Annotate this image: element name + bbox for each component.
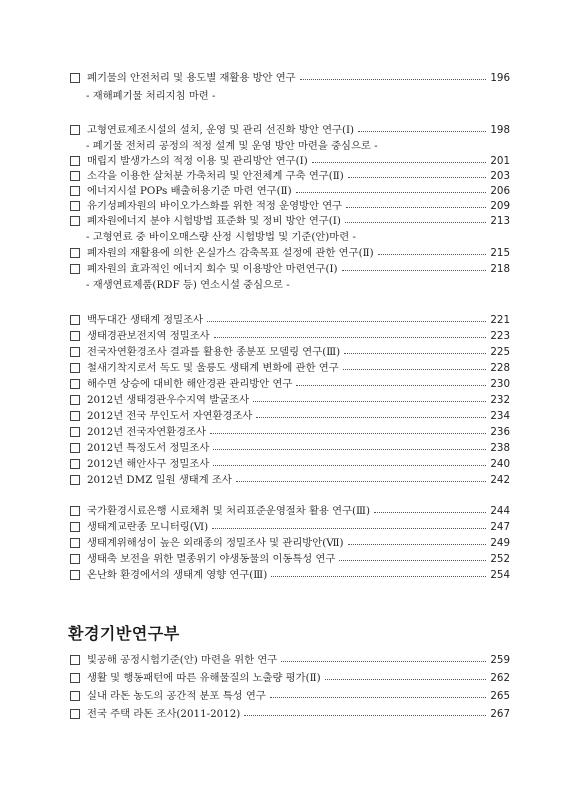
checkbox-icon [70, 347, 80, 357]
checkbox-icon [70, 315, 80, 325]
toc-entry[interactable] [70, 198, 510, 214]
checkbox-icon [70, 655, 80, 665]
checkbox-icon [70, 673, 80, 683]
leader-dots [213, 448, 486, 450]
toc-entry[interactable] [70, 360, 510, 376]
toc-entry-title: 폐자원에너지 분야 시험방법 표준화 및 정비 방안 연구(Ⅰ) [87, 215, 341, 227]
toc-entry-page: 213 [490, 215, 510, 227]
toc-entry-page: 230 [490, 378, 510, 390]
leader-dots [358, 130, 486, 132]
toc-entry-page: 267 [490, 708, 510, 720]
toc-entry[interactable] [70, 70, 510, 86]
toc-entry-title: 매립지 발생가스의 적정 이용 및 관리방안 연구(Ⅰ) [87, 155, 308, 167]
toc-entry-title: 에너지시설 POPs 배출허용기준 마련 연구(Ⅱ) [87, 185, 292, 197]
checkbox-icon [70, 443, 80, 453]
checkbox-icon [70, 570, 80, 580]
toc-entry-page: 252 [490, 553, 510, 565]
checkbox-icon [70, 186, 80, 196]
toc-entry-title: 해수면 상승에 대비한 해안경관 관리방안 연구 [87, 378, 293, 390]
toc-entry[interactable] [70, 535, 510, 551]
toc-entry-title: 고형연료제조시설의 설치, 운영 및 관리 선진화 방안 연구(Ⅰ) [87, 124, 355, 136]
toc-entry-title: 빛공해 공정시험기준(안) 마련을 위한 연구 [87, 654, 278, 666]
checkbox-icon [70, 411, 80, 421]
toc-entry[interactable] [70, 392, 510, 408]
checkbox-icon [70, 506, 80, 516]
toc-entry-page: 223 [490, 330, 510, 342]
toc-entry-title: 생태경관보전지역 정밀조사 [87, 330, 210, 342]
toc-entry-title: 폐자원의 재활용에 의한 온실가스 감축목표 설정에 관한 연구(Ⅱ) [87, 247, 374, 259]
leader-dots [325, 678, 487, 680]
checkbox-icon [70, 522, 80, 532]
toc-entry-page: 244 [490, 505, 510, 517]
toc-entry[interactable] [70, 456, 510, 472]
toc-entry[interactable] [70, 344, 510, 360]
toc-entry[interactable] [70, 503, 510, 519]
toc-entry-title: 생태계위해성이 높은 외래종의 정밀조사 및 관리방안(Ⅶ) [87, 537, 344, 549]
checkbox-icon [70, 264, 80, 274]
toc-entry-page: 209 [490, 200, 510, 212]
toc-subtitle: - 재해폐기물 처리지침 마련 - [86, 90, 216, 102]
toc-entry[interactable] [70, 183, 510, 199]
toc-entry-title: 2012년 DMZ 일원 생태계 조사 [87, 474, 232, 486]
leader-dots [256, 416, 486, 418]
toc-entry-page: 262 [490, 672, 510, 684]
toc-entry-title: 생활 및 행동패턴에 따른 유해물질의 노출량 평가(Ⅱ) [87, 672, 321, 684]
leader-dots [342, 269, 487, 271]
toc-entry-page: 259 [490, 654, 510, 666]
leader-dots [348, 176, 487, 178]
leader-dots [343, 368, 487, 370]
checkbox-icon [70, 73, 80, 83]
toc-subtitle: - 재생연료제품(RDF 등) 연소시설 중심으로 - [86, 279, 290, 291]
checkbox-icon [70, 554, 80, 564]
toc-entry[interactable] [70, 551, 510, 567]
leader-dots [346, 206, 486, 208]
toc-entry-title: 전국자연환경조사 결과를 활용한 종분포 모델링 연구(Ⅲ) [87, 346, 341, 358]
toc-entry-title: 백두대간 생태계 정밀조사 [87, 314, 203, 326]
toc-entry-page: 215 [490, 247, 510, 259]
checkbox-icon [70, 379, 80, 389]
leader-dots [207, 320, 486, 322]
toc-entry[interactable] [70, 688, 510, 704]
leader-dots [244, 714, 486, 716]
toc-entry-page: 234 [490, 410, 510, 422]
checkbox-icon [70, 363, 80, 373]
checkbox-icon [70, 475, 80, 485]
checkbox-icon [70, 156, 80, 166]
checkbox-icon [70, 125, 80, 135]
leader-dots [270, 696, 487, 698]
toc-entry[interactable] [70, 706, 510, 722]
leader-dots [339, 559, 486, 561]
toc-entry-title: 생태계교란종 모니터링(Ⅵ) [87, 521, 209, 533]
toc-entry-title: 2012년 특정도서 정밀조사 [87, 442, 210, 454]
leader-dots [213, 464, 486, 466]
leader-dots [271, 575, 486, 577]
checkbox-icon [70, 709, 80, 719]
leader-dots [296, 191, 487, 193]
toc-entry-title: 폐자원의 효과적인 에너지 회수 및 이용방안 마련연구(Ⅰ) [87, 263, 338, 275]
toc-entry-page: 254 [490, 569, 510, 581]
checkbox-icon [70, 201, 80, 211]
toc-entry[interactable] [70, 440, 510, 456]
toc-entry-page: 236 [490, 426, 510, 438]
toc-entry[interactable] [70, 519, 510, 535]
toc-entry-page: 228 [490, 362, 510, 374]
toc-entry-page: 218 [490, 263, 510, 275]
leader-dots [236, 480, 487, 482]
toc-entry[interactable] [70, 424, 510, 440]
leader-dots [214, 336, 487, 338]
toc-entry-page: 206 [490, 185, 510, 197]
toc-entry[interactable] [70, 245, 510, 261]
toc-entry[interactable] [70, 312, 510, 328]
checkbox-icon [70, 395, 80, 405]
toc-entry-page: 232 [490, 394, 510, 406]
checkbox-icon [70, 538, 80, 548]
toc-entry-page: 198 [490, 124, 510, 136]
toc-entry[interactable] [70, 328, 510, 344]
toc-entry-title: 2012년 생태경관우수지역 발굴조사 [87, 394, 250, 406]
toc-entry[interactable] [70, 168, 510, 184]
toc-entry[interactable] [70, 122, 510, 138]
toc-entry-title: 생태축 보전을 위한 멸종위기 야생동물의 이동특성 연구 [87, 553, 336, 565]
toc-entry[interactable] [70, 261, 510, 277]
checkbox-icon [70, 459, 80, 469]
toc-entry-title: 온난화 환경에서의 생태계 영향 연구(Ⅲ) [87, 569, 268, 581]
toc-entry[interactable] [70, 472, 510, 488]
toc-entry-page: 242 [490, 474, 510, 486]
toc-entry-page: 203 [490, 170, 510, 182]
leader-dots [345, 221, 487, 223]
leader-dots [348, 543, 487, 545]
toc-entry[interactable] [70, 376, 510, 392]
toc-entry-title: 전국 주택 라돈 조사(2011-2012) [87, 708, 241, 720]
checkbox-icon [70, 691, 80, 701]
toc-entry-page: 238 [490, 442, 510, 454]
leader-dots [281, 660, 486, 662]
toc-entry-page: 225 [490, 346, 510, 358]
checkbox-icon [70, 427, 80, 437]
leader-dots [300, 78, 487, 80]
checkbox-icon [70, 216, 80, 226]
toc-entry-title: 소각을 이용한 살처분 가축처리 및 안전체계 구축 연구(Ⅱ) [87, 170, 344, 182]
toc-entry-page: 240 [490, 458, 510, 470]
leader-dots [312, 161, 487, 163]
toc-entry-page: 201 [490, 155, 510, 167]
toc-entry[interactable] [70, 670, 510, 686]
toc-entry-page: 221 [490, 314, 510, 326]
leader-dots [374, 511, 486, 513]
toc-entry[interactable] [70, 408, 510, 424]
toc-entry-title: 2012년 전국 무인도서 자연환경조사 [87, 410, 253, 422]
toc-entry-page: 196 [490, 72, 510, 84]
leader-dots [296, 384, 486, 386]
toc-entry-title: 2012년 전국자연환경조사 [87, 426, 206, 438]
toc-entry-title: 폐기물의 안전처리 및 용도별 재활용 방안 연구 [87, 72, 296, 84]
toc-entry-page: 247 [490, 521, 510, 533]
toc-subtitle: - 폐기물 전처리 공정의 적정 설계 및 운영 방안 마련을 중심으로 - [86, 140, 378, 152]
leader-dots [212, 527, 486, 529]
toc-entry-title: 철새기착지로서 독도 및 울릉도 생태계 변화에 관한 연구 [87, 362, 339, 374]
toc-entry-title: 유기성폐자원의 바이오가스화를 위한 적정 운영방안 연구 [87, 200, 343, 212]
leader-dots [344, 352, 486, 354]
toc-entry[interactable] [70, 153, 510, 169]
toc-entry-title: 실내 라돈 농도의 공간적 분포 특성 연구 [87, 690, 266, 702]
checkbox-icon [70, 248, 80, 258]
toc-subtitle: - 고형연료 중 바이오매스량 산정 시험방법 및 기준(안)마련 - [86, 231, 356, 243]
section-heading: 환경기반연구부 [68, 624, 180, 643]
toc-entry[interactable] [70, 652, 510, 668]
toc-entry-page: 249 [490, 537, 510, 549]
leader-dots [253, 400, 486, 402]
leader-dots [210, 432, 486, 434]
leader-dots [378, 253, 487, 255]
toc-entry-page: 265 [490, 690, 510, 702]
toc-entry[interactable] [70, 213, 510, 229]
toc-entry-title: 2012년 해안사구 정밀조사 [87, 458, 210, 470]
checkbox-icon [70, 331, 80, 341]
toc-entry[interactable] [70, 567, 510, 583]
toc-entry-title: 국가환경시료은행 시료채취 및 처리표준운영절차 활용 연구(Ⅲ) [87, 505, 370, 517]
checkbox-icon [70, 171, 80, 181]
